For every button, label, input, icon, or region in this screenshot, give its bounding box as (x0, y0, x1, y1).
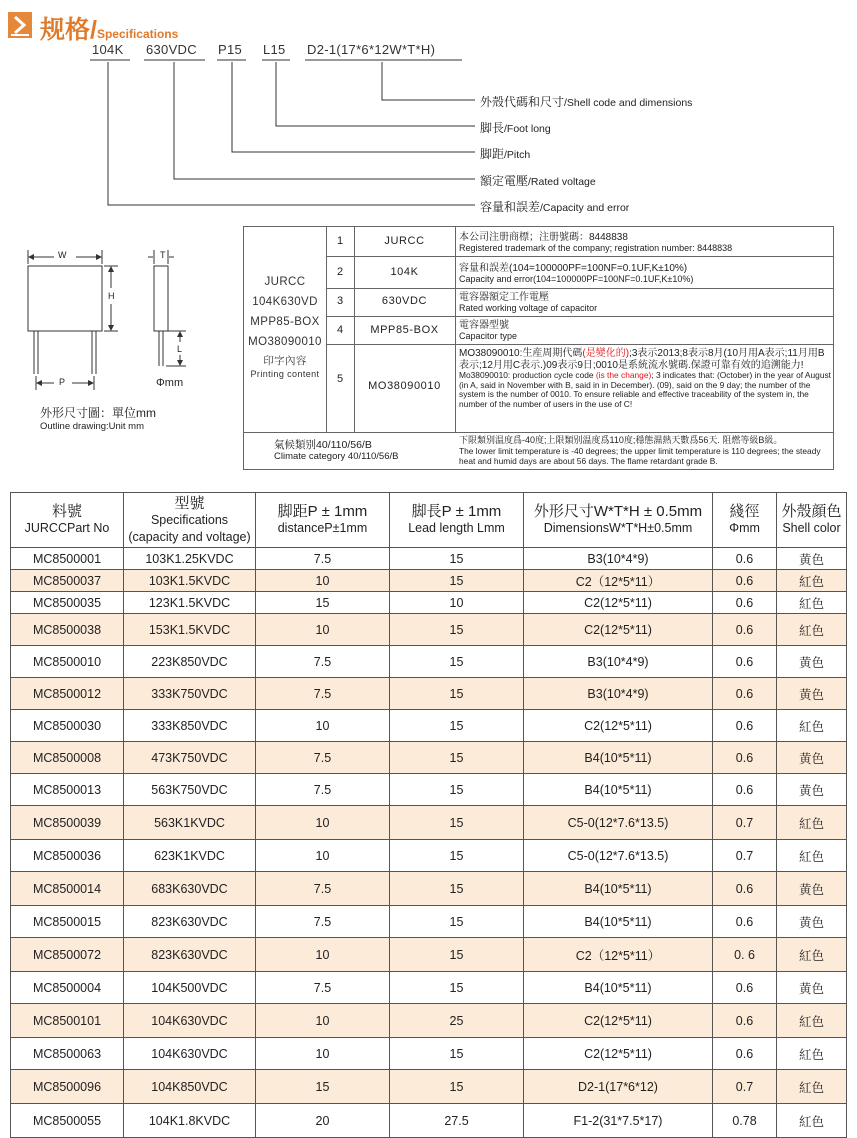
cell-pitch: 10 (256, 614, 390, 646)
sample-line-4: MO38090010 (248, 336, 322, 348)
cell-wire-diameter: 0.6 (713, 548, 777, 570)
legend-voltage: 額定電壓/Rated voltage (480, 174, 596, 188)
cell-shell-color: 紅色 (777, 1104, 847, 1138)
table-row (11, 742, 847, 774)
sample-line-2: 104K630VD (252, 296, 318, 308)
table-row (11, 570, 847, 592)
printing-row-number: 5 (336, 373, 344, 385)
cell-dimensions: F1-2(31*7.5*17) (524, 1104, 713, 1138)
cell-pitch: 10 (256, 938, 390, 972)
cell-shell-color: 黄色 (777, 548, 847, 570)
cell-wire-diameter: 0.6 (713, 592, 777, 614)
code-part-pitch: P15 (218, 42, 243, 57)
code-part-shell: D2-1(17*6*12W*T*H) (307, 42, 436, 57)
table-row (11, 774, 847, 806)
cell-dimensions: B4(10*5*11) (524, 972, 713, 1004)
cell-shell-color: 紅色 (777, 938, 847, 972)
table-row (11, 906, 847, 938)
cell-specification: 123K1.5KVDC (124, 592, 256, 614)
climate-description (459, 435, 831, 466)
table-row (11, 938, 847, 972)
printing-row-code: MO38090010 (368, 380, 441, 392)
cell-dimensions: B4(10*5*11) (524, 906, 713, 938)
cell-pitch: 7.5 (256, 678, 390, 710)
printing-row-code: MPP85-BOX (370, 324, 439, 336)
climate-category-zh: 氣候類别40/110/56/B (274, 439, 372, 451)
code-part-capacity: 104K (92, 42, 124, 57)
cell-lead-length: 10 (390, 592, 524, 614)
cell-specification: 333K750VDC (124, 678, 256, 710)
cell-pitch: 7.5 (256, 906, 390, 938)
printing-content-table (243, 226, 834, 470)
printing-content-sample (244, 272, 326, 380)
code-part-voltage: 630VDC (146, 42, 197, 57)
cell-dimensions: B4(10*5*11) (524, 742, 713, 774)
outline-h-label: H (108, 291, 115, 301)
cell-shell-color: 黄色 (777, 906, 847, 938)
cell-lead-length: 27.5 (390, 1104, 524, 1138)
cell-lead-length: 15 (390, 840, 524, 872)
outline-w-label: W (58, 250, 67, 260)
cell-dimensions: C2(12*5*11) (524, 614, 713, 646)
cell-specification: 623K1KVDC (124, 840, 256, 872)
code-part-lead: L15 (263, 42, 286, 57)
cell-lead-length: 15 (390, 614, 524, 646)
cell-specification: 823K630VDC (124, 938, 256, 972)
cell-lead-length: 15 (390, 972, 524, 1004)
spec-table-header (11, 493, 847, 548)
cell-lead-length: 15 (390, 646, 524, 678)
cell-lead-length: 15 (390, 548, 524, 570)
printing-row-code: 104K (390, 266, 419, 278)
cell-dimensions: C2(12*5*11) (524, 592, 713, 614)
cell-shell-color: 黄色 (777, 646, 847, 678)
cell-wire-diameter: 0.6 (713, 570, 777, 592)
cell-part-no: MC8500008 (11, 742, 124, 774)
cell-dimensions: C2（12*5*11） (524, 938, 713, 972)
cell-lead-length: 15 (390, 570, 524, 592)
col-lead-length: 脚長P ± 1mm Lead length Lmm (390, 493, 524, 548)
cell-specification: 563K750VDC (124, 774, 256, 806)
climate-description-zh: 下限類别温度爲-40度;上限類别温度爲110度;穩態濕熱天數爲56天. 阻燃等級B級。 (459, 435, 783, 445)
cell-pitch: 10 (256, 840, 390, 872)
printing-row-number: 1 (336, 235, 344, 247)
cell-lead-length: 15 (390, 710, 524, 742)
cell-pitch: 7.5 (256, 774, 390, 806)
cell-specification: 223K850VDC (124, 646, 256, 678)
cell-lead-length: 15 (390, 938, 524, 972)
cell-shell-color: 紅色 (777, 614, 847, 646)
cell-part-no: MC8500015 (11, 906, 124, 938)
table-row (11, 1070, 847, 1104)
cell-pitch: 7.5 (256, 972, 390, 1004)
cell-wire-diameter: 0.7 (713, 806, 777, 840)
cell-shell-color: 黄色 (777, 872, 847, 906)
climate-category (274, 440, 464, 462)
cell-pitch: 7.5 (256, 742, 390, 774)
cell-dimensions: B4(10*5*11) (524, 872, 713, 906)
outline-l-label: L (177, 344, 183, 354)
cell-lead-length: 15 (390, 806, 524, 840)
printing-row-code: 630VDC (381, 295, 428, 307)
cell-pitch: 15 (256, 592, 390, 614)
printing-content-label-zh: 印字內容 (263, 355, 307, 367)
printing-row-desc: MO38090010:生産周期代碼(是變化的);3表示2013;8表示8月(10月用A表示;11月用B表示;12月用C表示.)09表示9日;0010是系統流水號碼.保證可靠有效的追溯能力! Mo38090010: production cycle code (is the change); 3 indicates that: (October) in the year of August (in A, said in November with B, said in in December). (09), said on the 9 day; the number of the system is the number of 0010. To ensure reliable and effective traceability of the system in, the number of the number of users in the use of C! (459, 348, 831, 409)
outline-phi-label: Φmm (156, 377, 184, 389)
cell-pitch: 10 (256, 1038, 390, 1070)
cell-specification: 104K630VDC (124, 1004, 256, 1038)
cell-specification: 683K630VDC (124, 872, 256, 906)
cell-dimensions: C5-0(12*7.6*13.5) (524, 840, 713, 872)
col-part-no: 料號 JURCCPart No (11, 493, 124, 548)
outline-t-label: T (160, 250, 166, 260)
table-row (11, 972, 847, 1004)
legend-shell: 外殼代碼和尺寸/Shell code and dimensions (480, 95, 693, 109)
cell-part-no: MC8500096 (11, 1070, 124, 1104)
cell-lead-length: 15 (390, 1038, 524, 1070)
table-row (11, 548, 847, 570)
legend-pitch: 脚距/Pitch (480, 147, 531, 161)
cell-dimensions: B3(10*4*9) (524, 678, 713, 710)
cell-wire-diameter: 0.6 (713, 972, 777, 1004)
cell-wire-diameter: 0.6 (713, 614, 777, 646)
outline-drawing (20, 246, 230, 396)
cell-part-no: MC8500013 (11, 774, 124, 806)
cell-part-no: MC8500014 (11, 872, 124, 906)
col-pitch: 脚距P ± 1mm distanceP±1mm (256, 493, 390, 548)
table-row (11, 646, 847, 678)
legend-foot: 脚長/Foot long (480, 121, 551, 135)
cell-lead-length: 15 (390, 742, 524, 774)
cell-shell-color: 黄色 (777, 972, 847, 1004)
cell-shell-color: 紅色 (777, 710, 847, 742)
cell-part-no: MC8500039 (11, 806, 124, 840)
cell-dimensions: D2-1(17*6*12) (524, 1070, 713, 1104)
outline-p-label: P (59, 377, 66, 387)
cell-shell-color: 紅色 (777, 1070, 847, 1104)
cell-part-no: MC8500001 (11, 548, 124, 570)
cell-shell-color: 黄色 (777, 774, 847, 806)
cell-dimensions: B3(10*4*9) (524, 548, 713, 570)
cell-part-no: MC8500063 (11, 1038, 124, 1070)
cell-dimensions: B4(10*5*11) (524, 774, 713, 806)
cell-wire-diameter: 0.6 (713, 742, 777, 774)
cell-dimensions: C2（12*5*11） (524, 570, 713, 592)
cell-specification: 333K850VDC (124, 710, 256, 742)
spec-table (10, 492, 847, 1138)
cell-shell-color: 紅色 (777, 840, 847, 872)
cell-wire-diameter: 0.6 (713, 646, 777, 678)
cell-part-no: MC8500012 (11, 678, 124, 710)
cell-wire-diameter: 0.6 (713, 774, 777, 806)
table-row (11, 872, 847, 906)
cell-shell-color: 紅色 (777, 1038, 847, 1070)
printing-row-number: 3 (336, 295, 344, 307)
col-specifications: 型號 Specifications (capacity and voltage) (124, 493, 256, 548)
cell-wire-diameter: 0. 6 (713, 938, 777, 972)
cell-pitch: 10 (256, 710, 390, 742)
table-row (11, 1004, 847, 1038)
cell-pitch: 10 (256, 1004, 390, 1038)
cell-pitch: 10 (256, 806, 390, 840)
printing-row-desc: 電容器額定工作電壓 Rated working voltage of capacitor (459, 292, 598, 313)
printing-row-number: 4 (336, 324, 344, 336)
col-wire-diameter: 綫徑 Φmm (713, 493, 777, 548)
col-shell-color: 外殼顔色 Shell color (777, 493, 847, 548)
cell-pitch: 7.5 (256, 548, 390, 570)
cell-wire-diameter: 0.6 (713, 906, 777, 938)
cell-pitch: 15 (256, 1070, 390, 1104)
table-row (11, 592, 847, 614)
cell-wire-diameter: 0.6 (713, 1038, 777, 1070)
printing-row-code: JURCC (384, 235, 425, 247)
cell-specification: 104K1.8KVDC (124, 1104, 256, 1138)
climate-category-en: Climate category 40/110/56/B (274, 451, 399, 462)
cell-shell-color: 黄色 (777, 678, 847, 710)
cell-shell-color: 紅色 (777, 592, 847, 614)
cell-lead-length: 15 (390, 774, 524, 806)
cell-lead-length: 15 (390, 1070, 524, 1104)
table-row (11, 806, 847, 840)
cell-specification: 473K750VDC (124, 742, 256, 774)
sample-line-1: JURCC (264, 276, 306, 288)
printing-row-desc: 容量和誤差(104=100000PF=100NF=0.1UF,K±10%) Capacity and error(104=100000PF=100NF=0.1UF,K±10%) (459, 263, 694, 284)
cell-wire-diameter: 0.6 (713, 872, 777, 906)
cell-shell-color: 紅色 (777, 570, 847, 592)
outline-caption-zh: 外形尺寸圖：單位mm (40, 406, 156, 420)
cell-lead-length: 15 (390, 678, 524, 710)
cell-dimensions: C2(12*5*11) (524, 710, 713, 742)
cell-part-no: MC8500030 (11, 710, 124, 742)
cell-part-no: MC8500037 (11, 570, 124, 592)
printing-row-desc: 本公司注册商標；注册號碼：8448838 Registered trademark of the company; registration number: 8448838 (459, 232, 733, 253)
cell-part-no: MC8500035 (11, 592, 124, 614)
table-row (11, 1104, 847, 1138)
table-row (11, 1038, 847, 1070)
code-connector-lines (0, 0, 857, 220)
climate-description-en: The lower limit temperature is -40 degrees; the upper limit temperature is 110 degrees; the steady heat and humid days are about 56 days. The flame retardant grade B. (459, 446, 821, 466)
cell-part-no: MC8500004 (11, 972, 124, 1004)
cell-specification: 153K1.5KVDC (124, 614, 256, 646)
section-title-zh: 规格/ (40, 16, 97, 44)
sample-line-3: MPP85-BOX (250, 316, 320, 328)
table-row (11, 710, 847, 742)
table-row (11, 840, 847, 872)
cell-wire-diameter: 0.6 (713, 678, 777, 710)
cell-wire-diameter: 0.6 (713, 1004, 777, 1038)
cell-specification: 103K1.5KVDC (124, 570, 256, 592)
cell-specification: 103K1.25KVDC (124, 548, 256, 570)
spec-table-body (11, 548, 847, 1138)
cell-part-no: MC8500055 (11, 1104, 124, 1138)
cell-pitch: 7.5 (256, 646, 390, 678)
cell-part-no: MC8500038 (11, 614, 124, 646)
cell-wire-diameter: 0.7 (713, 1070, 777, 1104)
printing-row-desc: 電容器型號 Capacitor type (459, 320, 518, 341)
section-title-en: Specifications (96, 27, 179, 41)
cell-lead-length: 25 (390, 1004, 524, 1038)
cell-lead-length: 15 (390, 872, 524, 906)
cell-dimensions: C5-0(12*7.6*13.5) (524, 806, 713, 840)
cell-part-no: MC8500101 (11, 1004, 124, 1038)
cell-dimensions: C2(12*5*11) (524, 1038, 713, 1070)
cell-specification: 104K500VDC (124, 972, 256, 1004)
cell-part-no: MC8500036 (11, 840, 124, 872)
cell-wire-diameter: 0.7 (713, 840, 777, 872)
cell-shell-color: 黄色 (777, 742, 847, 774)
printing-row-number: 2 (336, 266, 344, 278)
legend-capacity: 容量和誤差/Capacity and error (480, 200, 630, 214)
cell-part-no: MC8500010 (11, 646, 124, 678)
cell-wire-diameter: 0.6 (713, 710, 777, 742)
printing-content-label-en: Printing content (250, 369, 320, 379)
table-row (11, 678, 847, 710)
cell-wire-diameter: 0.78 (713, 1104, 777, 1138)
cell-specification: 563K1KVDC (124, 806, 256, 840)
cell-specification: 104K850VDC (124, 1070, 256, 1104)
cell-specification: 104K630VDC (124, 1038, 256, 1070)
table-row (11, 614, 847, 646)
cell-pitch: 20 (256, 1104, 390, 1138)
col-dimensions: 外形尺寸W*T*H ± 0.5mm DimensionsW*T*H±0.5mm (524, 493, 713, 548)
cell-pitch: 7.5 (256, 872, 390, 906)
cell-dimensions: C2(12*5*11) (524, 1004, 713, 1038)
cell-part-no: MC8500072 (11, 938, 124, 972)
cell-shell-color: 紅色 (777, 1004, 847, 1038)
cell-lead-length: 15 (390, 906, 524, 938)
cell-specification: 823K630VDC (124, 906, 256, 938)
cell-shell-color: 紅色 (777, 806, 847, 840)
cell-pitch: 10 (256, 570, 390, 592)
outline-caption-en: Outline drawing:Unit mm (40, 421, 145, 432)
cell-dimensions: B3(10*4*9) (524, 646, 713, 678)
